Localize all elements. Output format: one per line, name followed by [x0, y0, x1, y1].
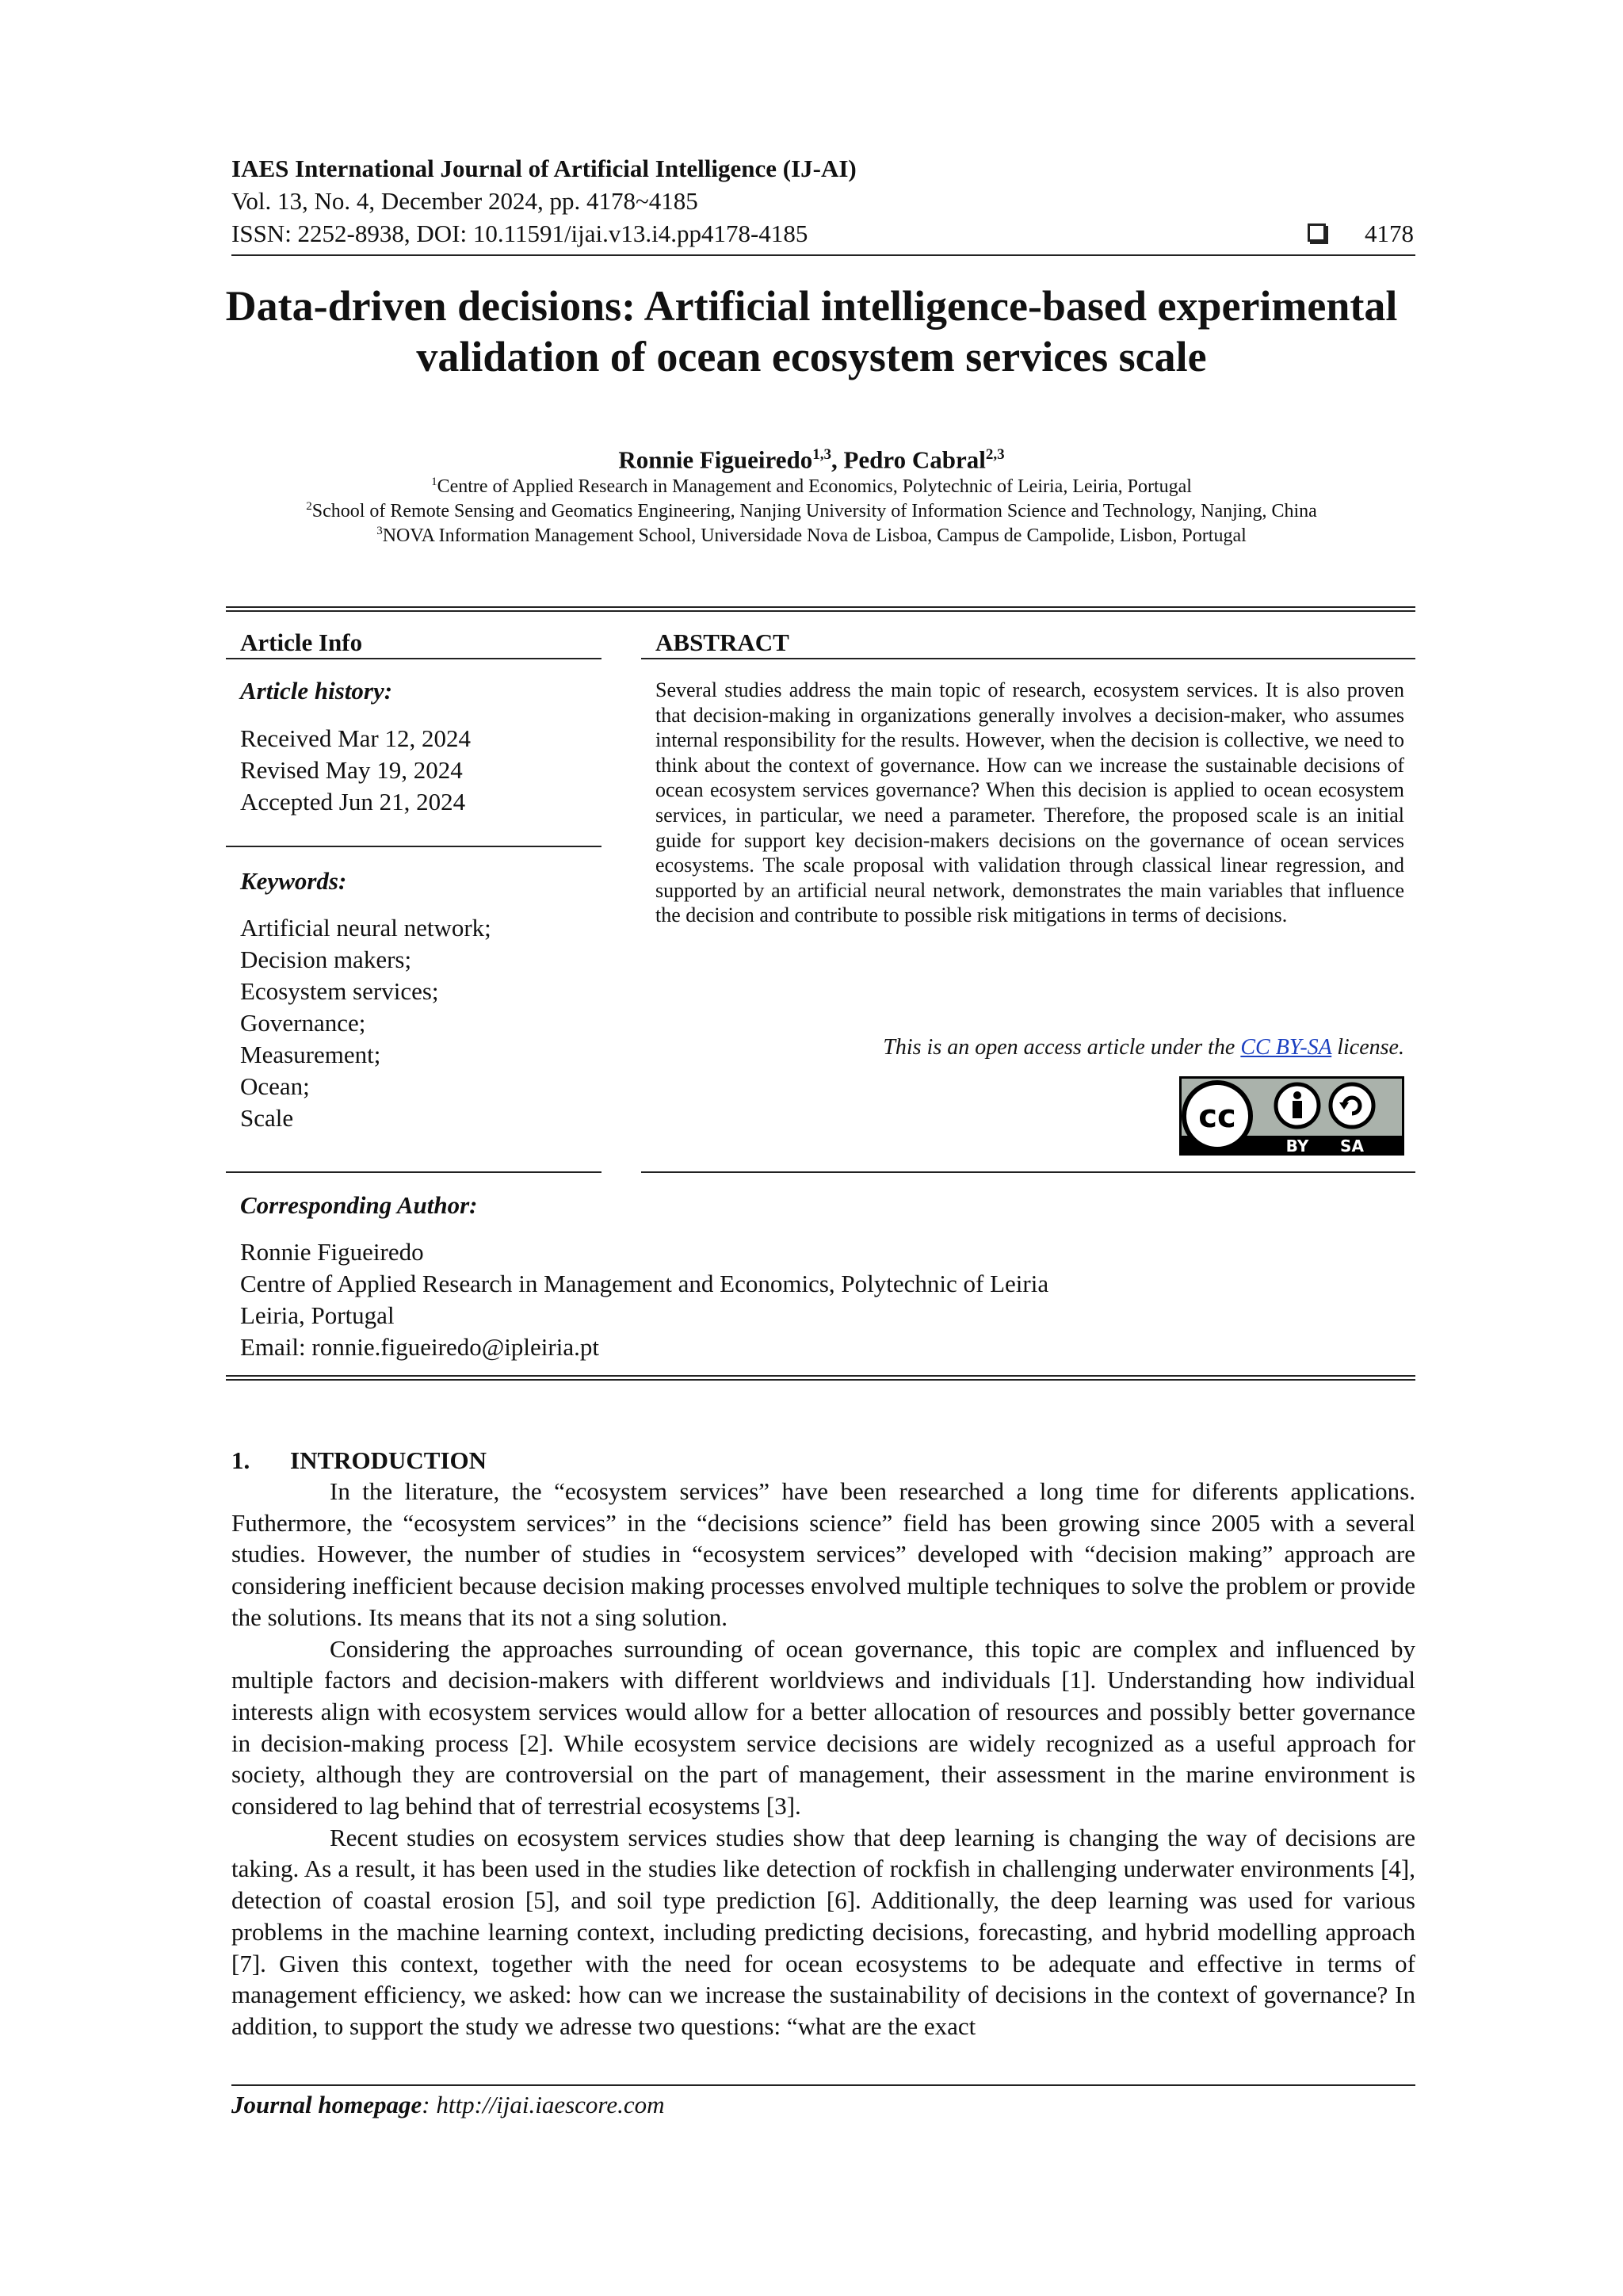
keyword-list — [240, 912, 491, 1134]
keyword: Decision makers; — [240, 946, 412, 973]
accepted-date: Accepted Jun 21, 2024 — [240, 788, 466, 816]
issn-line: ISSN: 2252-8938, DOI: 10.11591/ijai.v13.i4.pp4178-4185 — [231, 220, 808, 247]
volume-line: Vol. 13, No. 4, December 2024, pp. 4178~4185 — [231, 187, 698, 215]
article-history-heading: Article history: — [240, 677, 393, 705]
article-info-rule — [226, 658, 601, 659]
affiliation-sup: 3 — [376, 525, 383, 537]
header-rule — [231, 254, 1415, 256]
info-box-top-rule — [226, 606, 1415, 608]
author-affil-sup: 2,3 — [985, 446, 1005, 463]
keyword: Governance; — [240, 1009, 366, 1037]
info-box-top-rule-2 — [226, 610, 1415, 612]
introduction-body — [231, 1476, 1415, 2042]
footer-rule — [231, 2084, 1415, 2086]
article-info-heading: Article Info — [240, 628, 363, 656]
oa-suffix: license. — [1331, 1035, 1404, 1060]
corresponding-details — [240, 1236, 1048, 1363]
info-box-bottom-rule-2 — [226, 1379, 1415, 1381]
corresponding-org: Centre of Applied Research in Management and Economics, Polytechnic of Leiria — [240, 1270, 1049, 1297]
info-box-bottom-rule — [226, 1375, 1415, 1377]
sa-text: SA — [1340, 1137, 1364, 1156]
article-history — [240, 723, 471, 818]
abstract-rule — [641, 658, 1415, 659]
affiliation-sup: 2 — [306, 500, 312, 513]
affiliation-text: School of Remote Sensing and Geomatics Engineering, Nanjing University of Information Science and Technology, Nanjing, China — [311, 501, 1317, 521]
history-rule — [226, 846, 601, 847]
author-affil-sup: 1,3 — [812, 446, 831, 463]
keywords-rule — [226, 1171, 601, 1173]
author-name: Pedro Cabral — [843, 445, 986, 474]
keyword: Artificial neural network; — [240, 914, 491, 942]
abstract-bottom-rule — [641, 1171, 1415, 1173]
by-text: BY — [1285, 1137, 1309, 1156]
title-line-2: validation of ocean ecosystem services scale — [416, 333, 1207, 380]
abstract-heading: ABSTRACT — [655, 628, 789, 656]
keyword: Ecosystem services; — [240, 977, 439, 1005]
keyword: Ocean; — [240, 1072, 310, 1100]
revised-date: Revised May 19, 2024 — [240, 756, 463, 784]
intro-paragraph: Considering the approaches surrounding of ocean governance, this topic are complex and influenced by multiple factors and decision-makers with different worldviews and individuals [1]. Understanding how individual interests align with ecosystem services would allow for a better allocation of resources and possibly better governance in decision-making process [2]. While ecosystem service decisions are widely recognized as a useful approach for society, although they are controversial on the part of management, their assessment in the marine environment is considered to lag behind that of terrestrial ecosystems [3]. — [231, 1634, 1415, 1820]
page-number: 4178 — [1365, 220, 1414, 247]
intro-paragraph: In the literature, the “ecosystem services” have been researched a long time for diferents applications. Futhermore, the “ecosystem services” in the “decisions science” field has been growing since 2005 with a several studies. However, the number of studies in “ecosystem services” developed with “decision making” approach are considering inefficient because decision making processes envolved multiple techniques to solve the problem or provide the solutions. Its means that its not a sing solution. — [231, 1477, 1415, 1631]
section-title: INTRODUCTION — [290, 1446, 487, 1474]
journal-title: IAES International Journal of Artificial Intelligence (IJ-AI) — [231, 155, 857, 182]
homepage-label: Journal homepage — [231, 2091, 422, 2118]
author-list — [231, 441, 1392, 474]
cc-by-sa-link[interactable]: CC BY-SA — [1240, 1035, 1332, 1060]
affiliation-sup: 1 — [431, 476, 437, 488]
intro-paragraph: Recent studies on ecosystem services studies show that deep learning is changing the way of decisions are taking. As a result, it has been used in the studies like detection of rockfish in challenging underwater environments [4], detection of coastal erosion [5], and soil type prediction [6]. Additionally, the deep learning was used for various problems in the machine learning context, including predicting decisions, forecasting, and hybrid modelling approach [7]. Given this context, together with the need for ocean ecosystems to be adequate and effective in terms of management efficiency, we asked: how can we increase the sustainability of decisions in the context of governance? In addition, to support the study we adresse two questions: “what are the exact — [231, 1823, 1415, 2040]
keywords-heading: Keywords: — [240, 867, 347, 895]
affiliation-text: Centre of Applied Research in Management and Economics, Polytechnic of Leiria, Leiria, Portugal — [437, 476, 1192, 497]
keyword: Measurement; — [240, 1041, 381, 1068]
open-access-note — [655, 1034, 1404, 1061]
title-line-1: Data-driven decisions: Artificial intelligence-based experimental — [225, 282, 1398, 330]
author-separator: , — [831, 445, 844, 474]
author-name: Ronnie Figueiredo — [618, 445, 813, 474]
oa-prefix: This is an open access article under the — [883, 1035, 1241, 1060]
introduction-heading — [231, 1446, 487, 1475]
corresponding-heading: Corresponding Author: — [240, 1191, 478, 1219]
abstract-text: Several studies address the main topic of research, ecosystem services. It is also proven that decision-making in organizations generally involves a decision-maker, who assumes internal responsibility for the results. However, when the decision is collective, we need to think about the context of governance. How can we increase the sustainable decisions of ocean ecosystem services governance? When this decision is applied to ocean ecosystem services, in particular, we need a parameter. Therefore, the proposed scale is an initial guide for support key decision-makers decisions on the governance of ocean services ecosystems. The scale proposal with validation through classical linear regression, and supported by an artificial neural network, demonstrates the main variables that influence the decision and contribute to possible risk mitigations in terms of decisions. — [655, 678, 1404, 927]
corresponding-email: Email: ronnie.figueiredo@ipleiria.pt — [240, 1333, 599, 1361]
affiliation — [231, 519, 1392, 548]
keyword: Scale — [240, 1104, 294, 1132]
cc-by-sa-badge-icon[interactable] — [1179, 1076, 1404, 1156]
cc-text: cc — [1198, 1098, 1236, 1135]
affiliation-text: NOVA Information Management School, Universidade Nova de Lisboa, Campus de Campolide, Lisbon, Portugal — [382, 525, 1247, 546]
square-bullet-icon — [1308, 223, 1326, 242]
section-number: 1. — [231, 1446, 250, 1474]
journal-homepage — [231, 2091, 664, 2119]
corresponding-name: Ronnie Figueiredo — [240, 1238, 424, 1266]
homepage-url[interactable]: : http://ijai.iaescore.com — [422, 2091, 665, 2118]
received-date: Received Mar 12, 2024 — [240, 724, 471, 752]
paper-title — [190, 281, 1433, 382]
corresponding-location: Leiria, Portugal — [240, 1301, 395, 1329]
